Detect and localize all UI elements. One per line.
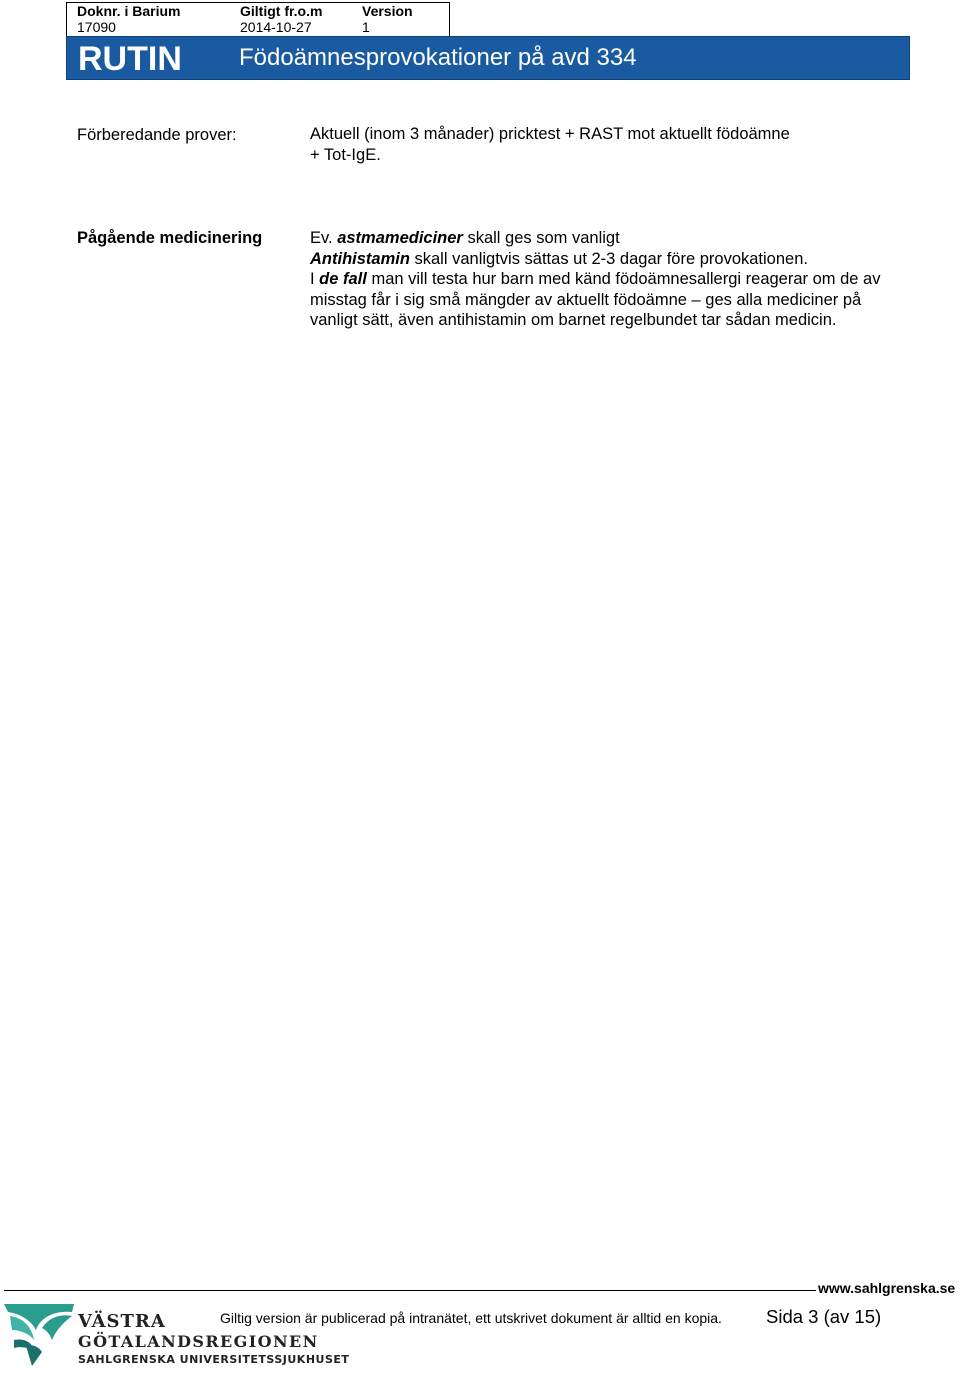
prep-tests-label: Förberedande prover: [77,126,237,144]
logo-text-hospital: SAHLGRENSKA UNIVERSITETSSJUKHUSET [78,1353,350,1366]
known-allergy-paragraph: I de fall man vill testa hur barn med känd födoämnesallergi reagerar om de av misstag får i sig små mängder av aktuellt födoämne – ges alla mediciner på vanligt sätt, även antihistamin om barnet regelbundet tar sådan medicin. [310,270,881,330]
doc-number: 17090 [77,19,116,35]
valid-from-label: Giltigt fr.o.m [240,3,323,19]
version-number: 1 [362,19,370,35]
current-medication-label: Pågående medicinering [77,229,263,247]
footer-divider [4,1290,816,1291]
page-number: Sida 3 (av 15) [766,1306,882,1327]
prep-tests-text: Aktuell (inom 3 månader) pricktest + RAST mot aktuellt födoämne + Tot-IgE. [310,125,790,164]
logo-text-region: GÖTALANDSREGIONEN [78,1332,319,1351]
doc-type: RUTIN [78,40,182,78]
copy-disclaimer: Giltig version är publicerad på intranätet, ett utskrivet dokument är alltid en kopia. [220,1310,722,1326]
logo-text-vastra: VÄSTRA [78,1311,166,1332]
doc-number-label: Doknr. i Barium [77,3,181,19]
version-label: Version [362,3,413,19]
region-logo-icon [2,1300,76,1368]
website-link[interactable]: www.sahlgrenska.se [818,1280,956,1296]
antihistamine-paragraph: Antihistamin skall vanligtvis sättas ut 2-3 dagar före provokationen. [310,249,808,268]
valid-from-date: 2014-10-27 [240,19,312,35]
current-medication-text [310,228,900,331]
asthma-paragraph: Ev. astmamediciner skall ges som vanligt [310,229,620,247]
page-title: Födoämnesprovokationer på avd 334 [239,44,637,71]
title-banner [66,36,910,80]
